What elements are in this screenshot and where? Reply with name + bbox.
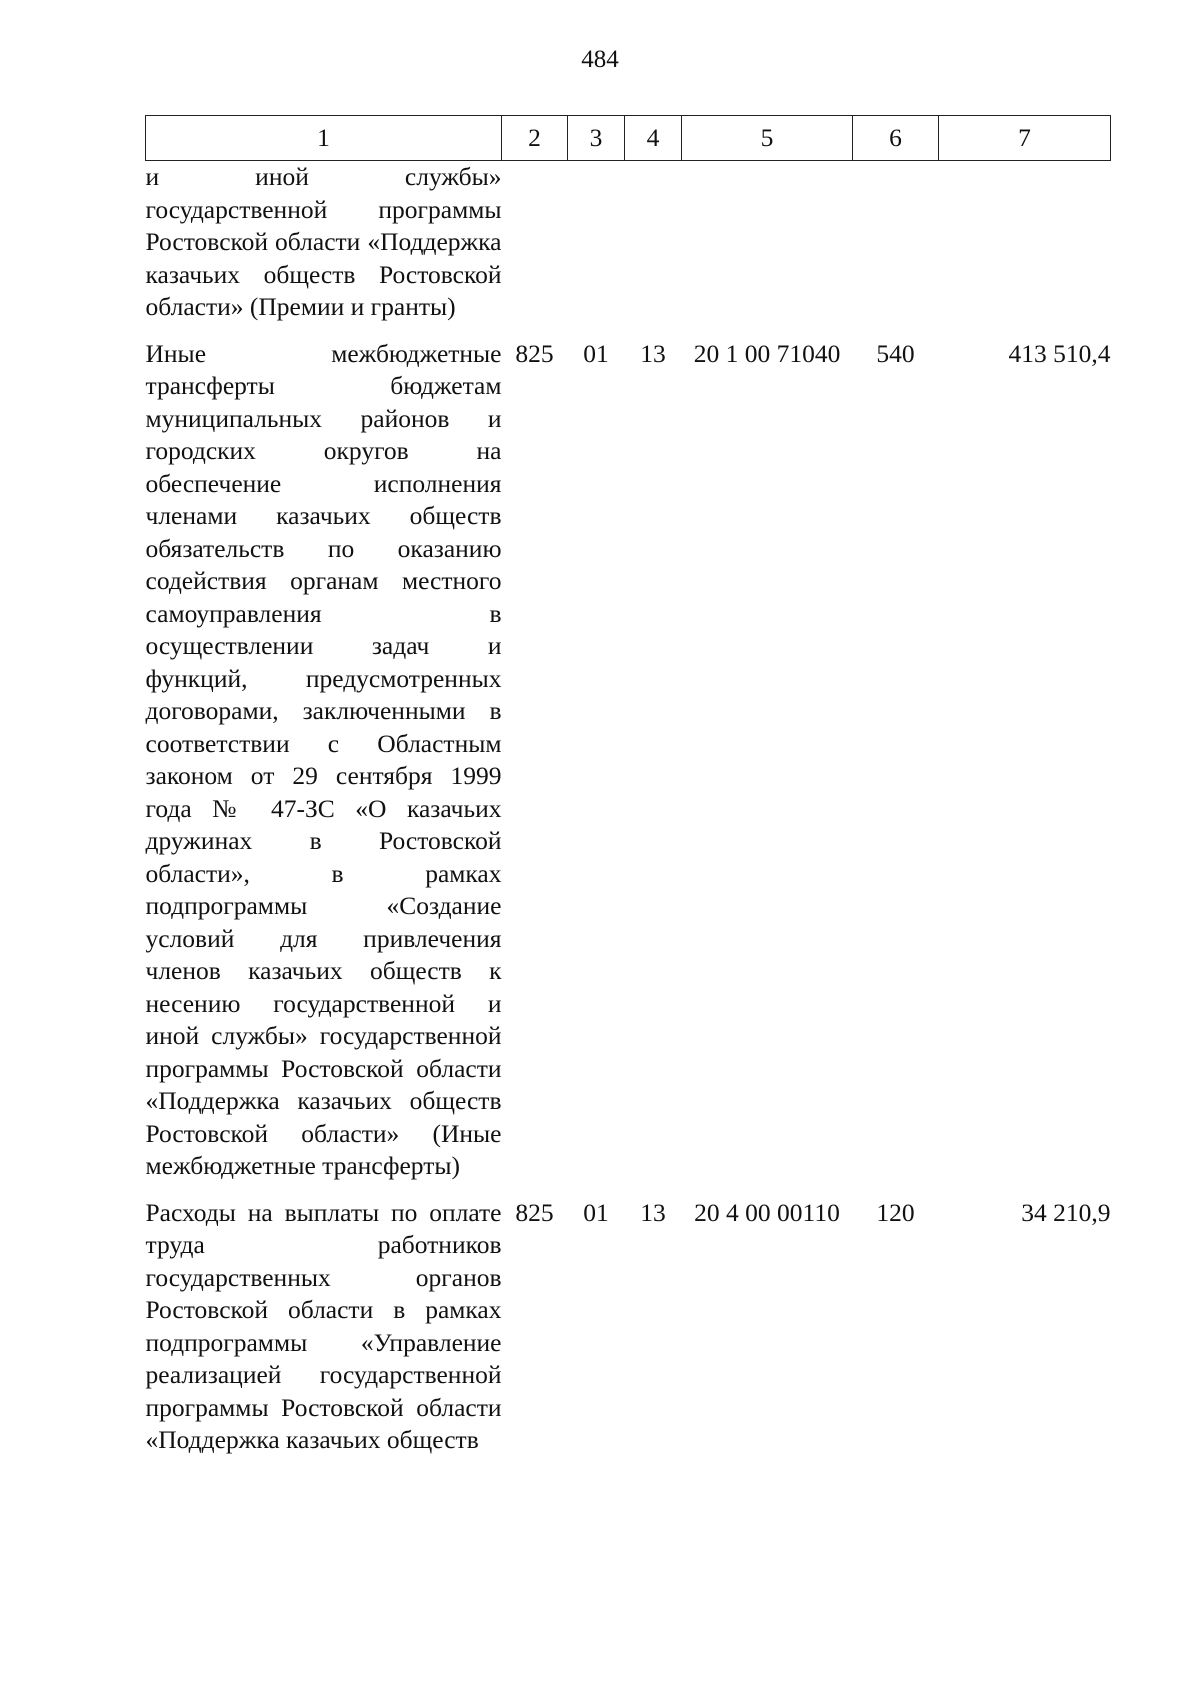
budget-table [145,115,1111,1457]
row-col-3 [568,161,625,324]
row-col-7: 413 510,4 [1008,338,1111,368]
table-row [146,324,1111,1183]
header-col-2: 2 [502,116,568,161]
row-col-7: 34 210,9 [1021,1197,1111,1227]
row-col-4: 13 [640,1197,666,1227]
row-col-2: 825 [515,1197,554,1227]
row-description: Расходы на выплаты по оплате труда работников государственных органов Ростовской области в рамках подпрограммы «Управление реализацией государственной программы Ростовской области «Поддержка казачьих обществ [145,1197,502,1454]
row-col-3: 01 [583,338,609,368]
row-description: и иной службы» государственной программы Ростовской области «Поддержка казачьих обществ Ростовской области» (Премии и гранты) [145,162,502,321]
row-col-4 [625,161,682,324]
row-col-6: 540 [876,338,915,368]
header-col-1: 1 [146,116,502,161]
row-col-6 [853,161,939,324]
row-col-3: 01 [583,1197,609,1227]
header-col-3: 3 [568,116,625,161]
table-header [146,116,1111,161]
header-col-4: 4 [625,116,682,161]
row-col-6: 120 [876,1197,915,1227]
row-col-5 [682,161,853,324]
row-description: Иные межбюджетные трансферты бюджетам муниципальных районов и городских округов на обеспечение исполнения членами казачьих обществ обязательств по оказанию содействия органам местного самоуправления в осуществлении задач и функций, предусмотренных договорами, заключенными в соответствии с Областным законом от 29 сентября 1999 года № 47-ЗС «О казачьих дружинах в Ростовской области», в рамках подпрограммы «Создание условий для привлечения членов казачьих обществ к несению государственной и иной службы» государственной программы Ростовской области «Поддержка казачьих обществ Ростовской области» (Иные межбюджетные трансферты) [145,338,502,1180]
header-col-5: 5 [682,116,853,161]
row-col-7 [939,161,1111,324]
page-number: 484 [581,46,619,73]
table-row [146,161,1111,324]
row-col-4: 13 [640,338,666,368]
header-col-7: 7 [939,116,1111,161]
header-col-6: 6 [853,116,939,161]
row-col-2 [502,161,568,324]
table-row [146,1183,1111,1457]
row-col-5: 20 1 00 71040 [693,338,841,368]
row-col-2: 825 [515,338,554,368]
header-row [146,116,1111,161]
row-col-5: 20 4 00 00110 [694,1197,840,1227]
